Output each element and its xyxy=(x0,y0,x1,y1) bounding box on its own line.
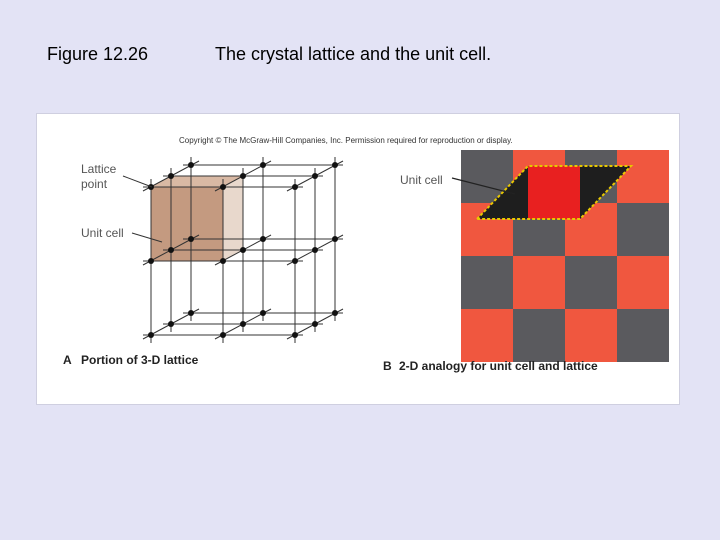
lattice-point xyxy=(240,173,246,179)
lattice-point xyxy=(168,321,174,327)
lattice-point xyxy=(260,310,266,316)
copyright-notice: Copyright © The McGraw-Hill Companies, Inc. Permission required for reproduction or display. xyxy=(179,136,513,145)
label-lattice-line1: Lattice xyxy=(81,162,117,176)
lattice-point xyxy=(148,258,154,264)
panel-a-lattice xyxy=(63,157,343,367)
unit-cell-side-face xyxy=(223,176,243,261)
lattice-point xyxy=(292,184,298,190)
lattice-point xyxy=(312,173,318,179)
lattice-point xyxy=(220,332,226,338)
panel-a-letter: A xyxy=(63,353,72,367)
lattice-point xyxy=(240,247,246,253)
label-unit-cell-b: Unit cell xyxy=(400,173,443,187)
lattice-point xyxy=(188,310,194,316)
checker-square xyxy=(617,203,669,256)
unit-cell-red-square xyxy=(528,166,580,219)
slide-title xyxy=(0,44,720,70)
figure-panel xyxy=(36,113,680,405)
checker-square xyxy=(513,256,565,309)
panel-b-letter: B xyxy=(383,359,392,373)
lattice-point xyxy=(220,184,226,190)
checker-square xyxy=(565,309,617,362)
lattice-point xyxy=(292,332,298,338)
lattice-point xyxy=(188,236,194,242)
label-lattice-line2: point xyxy=(81,177,108,191)
figure-caption: The crystal lattice and the unit cell. xyxy=(215,44,492,64)
lattice-point xyxy=(312,247,318,253)
lattice-point xyxy=(220,258,226,264)
label-unit-cell-a: Unit cell xyxy=(81,226,124,240)
panel-a-caption: Portion of 3-D lattice xyxy=(81,353,199,367)
checker-square xyxy=(617,309,669,362)
checker-square xyxy=(461,309,513,362)
lattice-point-pointer xyxy=(123,176,152,187)
lattice-point xyxy=(312,321,318,327)
lattice-point xyxy=(168,173,174,179)
lattice-point xyxy=(332,310,338,316)
lattice-point xyxy=(260,236,266,242)
lattice-point xyxy=(188,162,194,168)
lattice-point xyxy=(292,258,298,264)
lattice-point xyxy=(332,162,338,168)
checker-square xyxy=(617,150,669,203)
panel-b-checkerboard xyxy=(383,150,669,373)
lattice-point xyxy=(168,247,174,253)
checker-square xyxy=(565,256,617,309)
figure-number: Figure 12.26 xyxy=(47,44,149,64)
checker-square xyxy=(461,256,513,309)
lattice-point xyxy=(148,332,154,338)
panel-b-caption: 2-D analogy for unit cell and lattice xyxy=(399,359,598,373)
lattice-point xyxy=(260,162,266,168)
lattice-point xyxy=(240,321,246,327)
figure-svg xyxy=(37,114,679,404)
lattice-point xyxy=(332,236,338,242)
checker-square xyxy=(617,256,669,309)
checker-square xyxy=(513,309,565,362)
